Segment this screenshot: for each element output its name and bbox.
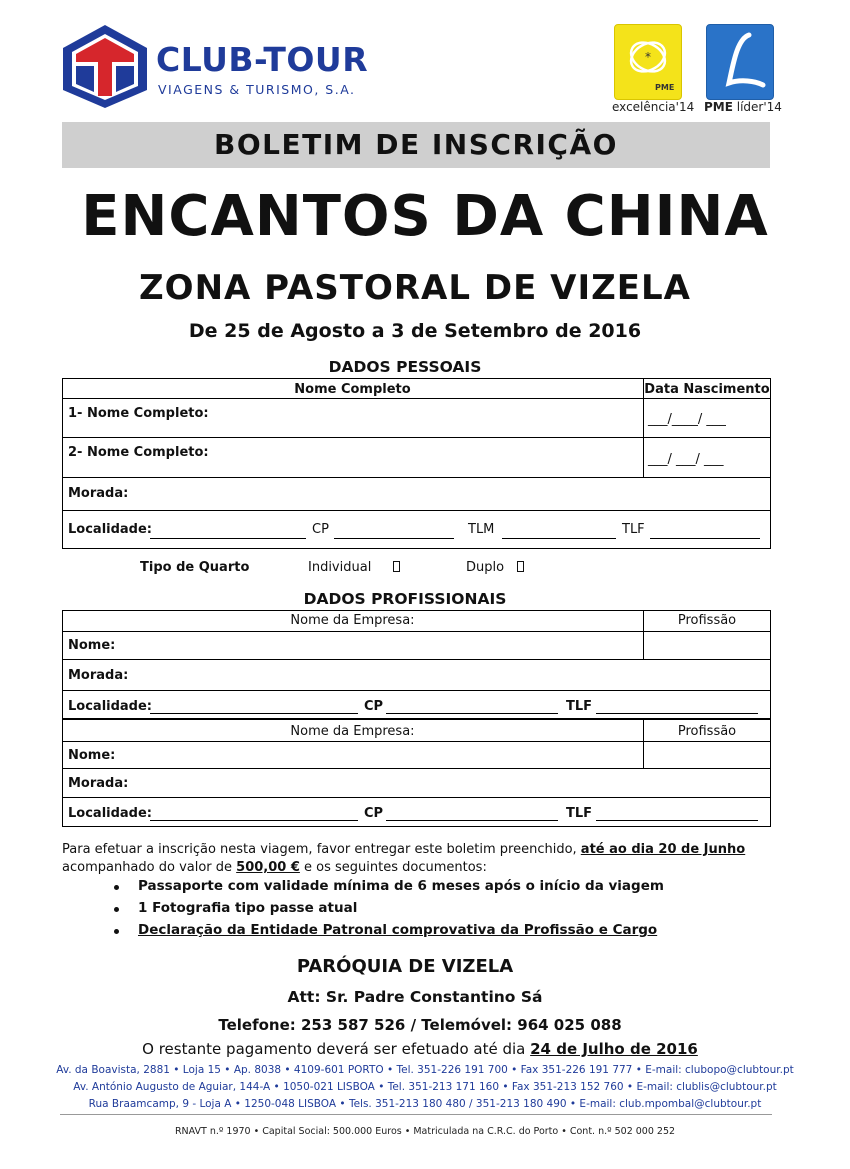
tlf-field[interactable] [650, 538, 760, 539]
instructions-line-1 [62, 842, 745, 857]
table-rule [62, 768, 771, 769]
company-tlf-label-2: TLF [566, 806, 593, 821]
table-rule [62, 797, 771, 798]
professional-section-title: DADOS PROFISSIONAIS [303, 590, 507, 608]
company-address-label-2: Morada: [68, 776, 129, 791]
locality-field[interactable] [150, 538, 306, 539]
birthdate2-field[interactable]: ___/ ___/ ___ [648, 452, 724, 467]
table-rule [62, 659, 771, 660]
form-banner-title: BOLETIM DE INSCRIÇÃO [214, 128, 618, 161]
l-script-icon [707, 25, 773, 99]
bullet-icon [114, 907, 119, 912]
table-rule [62, 690, 771, 691]
tlm-label: TLM [468, 522, 495, 537]
table-rule [62, 631, 771, 632]
trip-dates: De 25 de Agosto a 3 de Setembro de 2016 [188, 320, 642, 342]
profession-header-2: Profissão [677, 724, 737, 739]
bullet-icon [114, 929, 119, 934]
company-header-2: Nome da Empresa: [290, 724, 415, 739]
table-rule [62, 398, 771, 399]
remaining-payment-text: O restante pagamento deverá ser efetuado até dia [142, 1040, 531, 1058]
address-lisboa-2: Rua Braamcamp, 9 - Loja A • 1250-048 LISBOA • Tels. 351-213 180 480 / 351-213 180 490 • E-mail: club.mpombal@clubtour.pt [88, 1098, 762, 1110]
address-label: Morada: [68, 486, 129, 501]
form-banner [62, 122, 770, 168]
pme-lider-badge [706, 24, 774, 100]
trip-title: ENCANTOS DA CHINA [81, 184, 769, 249]
col-header-name: Nome Completo [294, 382, 411, 397]
table-rule [62, 437, 771, 438]
document-item: Declaração da Entidade Patronal comprovativa da Profissão e Cargo [138, 922, 658, 938]
address-lisboa-1: Av. António Augusto de Aguiar, 144-A • 1050-021 LISBOA • Tel. 351-213 171 160 • Fax 351-213 152 760 • E-mail: clublis@clubtour.pt [73, 1081, 777, 1093]
company-address-label-1: Morada: [68, 668, 129, 683]
badge2-caption-bold: PME [704, 100, 733, 114]
deadline-text: até ao dia 20 de Junho [580, 842, 746, 857]
badge2-caption-text: líder'14 [736, 100, 782, 114]
company-tlf-field-1[interactable] [596, 713, 758, 714]
footer-divider [60, 1114, 772, 1115]
svg-text:*: * [645, 50, 651, 64]
contact-person: Att: Sr. Padre Constantino Sá [287, 988, 543, 1006]
badge1-label: PME [655, 83, 675, 92]
company-locality-field-2[interactable] [150, 820, 358, 821]
parish-name: PARÓQUIA DE VIZELA [296, 956, 514, 977]
bullet-icon [114, 885, 119, 890]
name2-label: 2- Nome Completo: [68, 445, 209, 460]
pme-excelencia-badge [614, 24, 682, 100]
table-rule [62, 510, 771, 511]
cp-field[interactable] [334, 538, 454, 539]
room-double-checkbox[interactable] [517, 561, 524, 572]
company-locality-field-1[interactable] [150, 713, 358, 714]
badge2-caption [704, 100, 782, 114]
table-rule [62, 477, 771, 478]
personal-section-title: DADOS PESSOAIS [328, 358, 482, 376]
company-name-label-2: Nome: [68, 748, 116, 763]
company-cp-field-2[interactable] [386, 820, 558, 821]
club-tour-logo [60, 22, 150, 110]
company-locality-label-2: Localidade: [68, 806, 153, 821]
room-individual-label: Individual [308, 560, 372, 575]
company-cp-field-1[interactable] [386, 713, 558, 714]
locality-label: Localidade: [68, 522, 153, 537]
company-header-1: Nome da Empresa: [290, 613, 415, 628]
profession-header-1: Profissão [677, 613, 737, 628]
company-cp-label-2: CP [364, 806, 384, 821]
instructions-text: Para efetuar a inscrição nesta viagem, favor entregar este boletim preenchido, [62, 842, 581, 857]
contact-phone: Telefone: 253 587 526 / Telemóvel: 964 025 088 [218, 1016, 622, 1034]
tlm-field[interactable] [502, 538, 616, 539]
company-tlf-label-1: TLF [566, 699, 593, 714]
name1-label: 1- Nome Completo: [68, 406, 209, 421]
document-item: Passaporte com validade mínima de 6 meses após o início da viagem [138, 878, 664, 894]
remaining-payment-date: 24 de Julho de 2016 [530, 1040, 698, 1058]
remaining-payment [0, 1040, 840, 1058]
instructions-text: acompanhado do valor de [62, 860, 237, 875]
trip-subtitle: ZONA PASTORAL DE VIZELA [139, 268, 691, 308]
room-double-label: Duplo [466, 560, 505, 575]
room-type-label: Tipo de Quarto [140, 560, 250, 575]
address-porto: Av. da Boavista, 2881 • Loja 15 • Ap. 8038 • 4109-601 PORTO • Tel. 351-226 191 700 • Fax 351-226 191 777 • E-mail: clubopo@clubtour.pt [56, 1064, 794, 1076]
company-registration: RNAVT n.º 1970 • Capital Social: 500.000 Euros • Matriculada na C.R.C. do Porto • Cont. n.º 502 000 252 [174, 1126, 676, 1137]
company-cp-label-1: CP [364, 699, 384, 714]
instructions-text: e os seguintes documentos: [299, 860, 487, 875]
company-subtitle: VIAGENS & TURISMO, S.A. [158, 82, 356, 97]
col-header-birthdate: Data Nascimento [644, 382, 770, 397]
tlf-label: TLF [622, 522, 645, 537]
room-individual-checkbox[interactable] [393, 561, 400, 572]
deposit-amount: 500,00 € [236, 860, 300, 875]
company-name-label-1: Nome: [68, 638, 116, 653]
table-rule [62, 741, 771, 742]
cp-label: CP [312, 522, 329, 537]
birthdate1-field[interactable]: ___/____/ ___ [648, 412, 726, 427]
instructions-line-2 [62, 860, 487, 875]
badge1-caption: excelência'14 [612, 100, 695, 114]
company-name: CLUB-TOUR [156, 40, 369, 79]
company-locality-label-1: Localidade: [68, 699, 153, 714]
company-tlf-field-2[interactable] [596, 820, 758, 821]
document-item: 1 Fotografia tipo passe atual [138, 900, 358, 916]
